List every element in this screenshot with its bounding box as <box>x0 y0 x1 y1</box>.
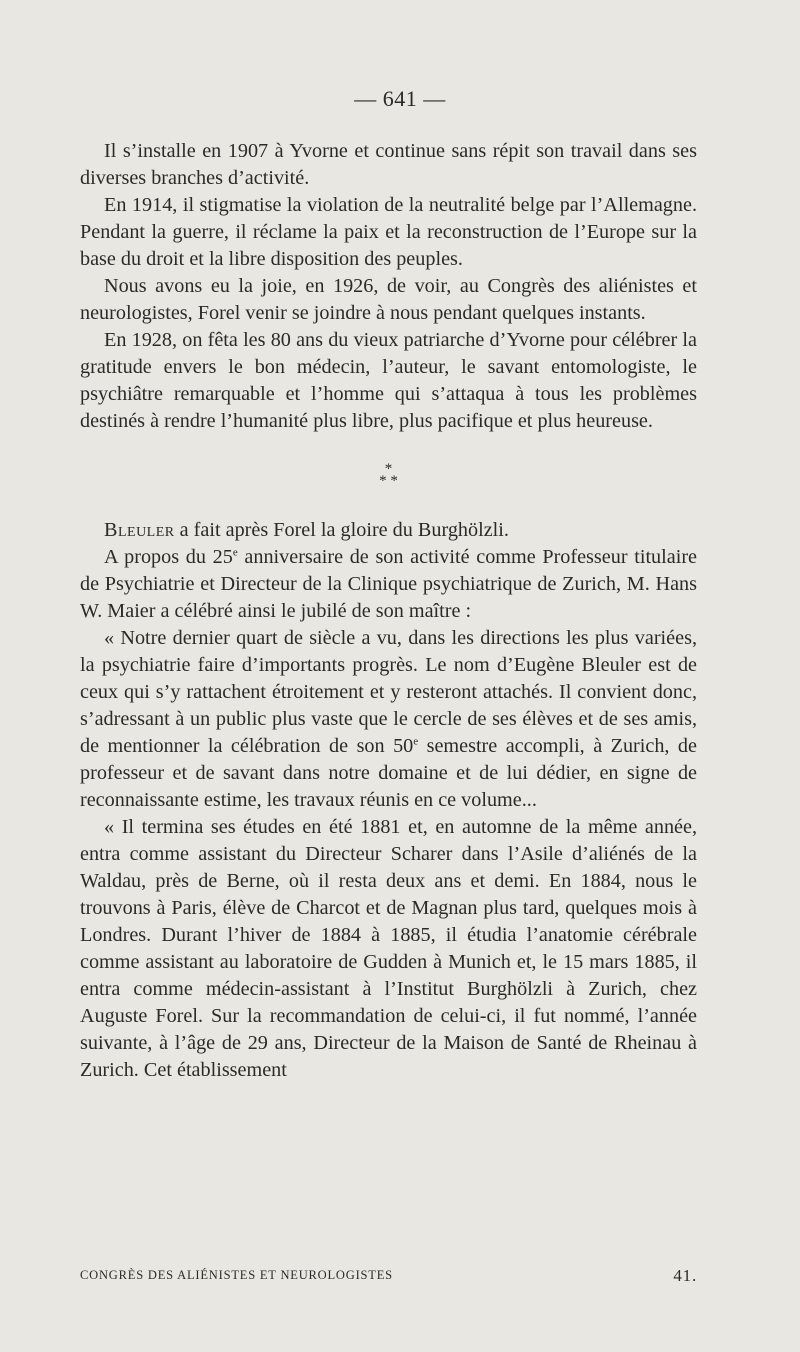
bleuler-name: Bleuler <box>104 519 175 541</box>
anniversary-sup: e <box>232 546 238 559</box>
paragraph-1928: En 1928, on fêta les 80 ans du vieux patriarche d’Yvorne pour célébrer la gratitude envers le bon médecin, l’auteur, le savant entomologiste, le psychiâtre remarquable et l’homme qui s’attaqua à tous les problèmes destinés à rendre l’humanité plus libre, plus pacifique et plus heureuse. <box>80 329 697 432</box>
section-separator <box>80 463 697 487</box>
paragraph-1914: En 1914, il stigmatise la violation de la neutralité belge par l’Allemagne. Pendant la guerre, il réclame la paix et la reconstruction de l’Europe sur la base du droit et la libre disposition des peuples. <box>80 194 697 270</box>
paragraph-quote-1 <box>80 625 697 814</box>
running-title: CONGRÈS DES ALIÉNISTES ET NEUROLOGISTES <box>80 1268 393 1282</box>
paragraph-1926: Nous avons eu la joie, en 1926, de voir, au Congrès des aliénistes et neurologistes, Forel venir se joindre à nous pendant quelques instants. <box>80 275 697 324</box>
bleuler-text: a fait après Forel la gloire du Burghölzli. <box>174 519 509 541</box>
signature-mark: 41. <box>673 1266 697 1285</box>
quote-1-text-a: « Notre dernier quart de siècle a vu, dans les directions les plus variées, la psychiatrie faire d’importants progrès. Le nom d’Eugène Bleuler est de ceux qui s’y rattachent étroitement et y resteront attachés. Il convient donc, s’adressant à un public plus vaste que le cercle de ses élèves et de ses amis, de mentionner la célébration de son 50 <box>80 627 697 757</box>
paragraph-quote-2: « Il termina ses études en été 1881 et, en automne de la même année, entra comme assistant du Directeur Scharer dans l’Asile d’aliénés de la Waldau, près de Berne, où il resta deux ans et demi. En 1884, nous le trouvons à Paris, élève de Charcot et de Magnan plus tard, quelques mois à Londres. Durant l’hiver de 1884 à 1885, il étudia l’anatomie cérébrale comme assistant au laboratoire de Gudden à Munich et, le 15 mars 1885, il entra comme médecin-assistant à l’Institut Burghölzli à Zurich, chez Auguste Forel. Sur la recommandation de celui-ci, il fut nommé, l’année suivante, à l’âge de 29 ans, Directeur de la Maison de Santé de Rheinau à Zurich. Cet établissement <box>80 816 697 1081</box>
body-text <box>80 138 697 1084</box>
anniversary-text-b: anniversaire de son activité comme Professeur titulaire de Psychiatrie et Directeur de la Clinique psychiatrique de Zurich, M. Hans W. Maier a célébré ainsi le jubilé de son maître : <box>80 546 698 622</box>
paragraph-anniversary <box>80 544 697 625</box>
quote-1-sup: e <box>413 735 419 748</box>
anniversary-text-a: A propos du 25 <box>104 546 233 568</box>
separator-top-star: * <box>384 461 393 477</box>
paragraph-yvorne: Il s’installe en 1907 à Yvorne et continue sans répit son travail dans ses diverses branches d’activité. <box>80 140 697 189</box>
quote-1-text-b: semestre accompli, à Zurich, de professeur et de savant dans notre domaine et de lui dédier, en signe de reconnaissante estime, les travaux réunis en ce volume... <box>80 735 697 811</box>
separator-bottom-stars: * * <box>379 473 398 489</box>
page-number: — 641 — <box>354 86 446 111</box>
paragraph-bleuler <box>80 517 697 544</box>
